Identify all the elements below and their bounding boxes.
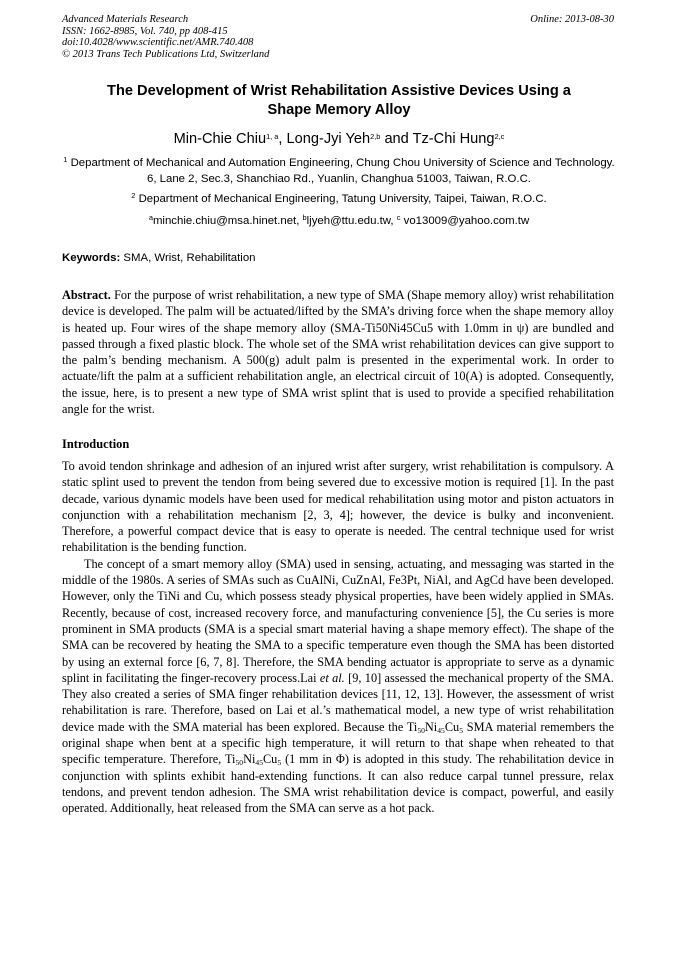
paper-title (62, 82, 616, 120)
author-name: Long-Jyi Yeh (286, 131, 371, 147)
paragraph (62, 556, 614, 817)
introduction-body (62, 458, 614, 817)
title-line-2: Shape Memory Alloy (267, 102, 411, 118)
paragraph-text: The concept of a smart memory alloy (SMA) used in sensing, actuating, and messaging was started in the middle of the 1980s. A series of SMAs such as CuAlNi, CuZnAl, Fe3Pt, NiAl, and AgCd have been developed. However, only the TiNi and Cu, which possess steady physical properties, have been widely applied in SMAs. Recently, because of cost, increased recovery force, and manufacturing convenience [5], the Cu series is more prominent in SMA products (SMA is a special smart material having a shape memory effect). The shape of the SMA can be recovered by heating the SMA to a specific temperature even though the SMA has been distorted by using an external force [6, 7, 8]. Therefore, the SMA bending actuator is appropriate to serve as a dynamic splint in facilitating the finger-recovery process.Lai (62, 556, 614, 685)
paragraph: To avoid tendon shrinkage and adhesion of an injured wrist after surgery, wrist rehabilitation is compulsory. A static splint used to prevent the tendon from being severed due to excessive motion is required [1]. In the past decade, various dynamic models have been used for medical rehabilitation using motor and piston actuators in conjunction with a rehabilitation mechanism [2, 3, 4]; however, the device is bulky and inconvenient. Therefore, a powerful compact device that is easy to operate is needed. The central technique used for wrist rehabilitation is the bending function. (62, 459, 614, 555)
online-date: Online: 2013-08-30 (530, 14, 614, 25)
paragraph-text: [9, 10] assessed the mechanical property of the SMA. They also created a series of SMA finger rehabilitation devices [11, 12, 13]. However, the assessment of wrist rehabilitation is rare. Therefore, based on Lai et al.’s mathematical model, a new type of wrist rehabilitation device made with the SMA material has been explored. Because the Ti (62, 670, 615, 734)
author-separator: , (278, 131, 287, 147)
affiliation-mark: 2 (131, 191, 136, 200)
keywords (62, 250, 616, 266)
journal-name: Advanced Materials Research (62, 14, 189, 25)
italic-text: et al. (319, 670, 345, 685)
email-address: ljyeh@ttu.edu.tw, (306, 215, 397, 227)
email-mark: c (396, 213, 401, 222)
abstract-text: For the purpose of wrist rehabilitation, a new type of SMA (Shape memory alloy) wrist rehabilitation device is developed. The palm will be actuated/lifted by the SMA’s driving force when the shape memory alloy is heated up. Four wires of the shape memory alloy (SMA-Ti50Ni45Cu5 with 1.0mm in ψ) are bundled and passed through a fixed plastic block. The whole set of the SMA wrist rehabilitation devices can give support to the palm’s bending mechanism. A 500(g) adult palm is presented in the experimental work. In order to actuate/lift the palm at a sufficient rehabilitation angle, an electrical circuit of 10(A) is adopted. Consequently, the issue, here, is to present a new type of SMA wrist splint that is used to provide a specified rehabilitation angle for the wrist. (62, 288, 615, 417)
subscript: 45 (255, 758, 263, 768)
formula-text: Cu (262, 752, 278, 767)
subscript: 50 (235, 758, 244, 768)
author-name: Min-Chie Chiu (173, 131, 267, 147)
author-list (62, 130, 616, 148)
keywords-text: SMA, Wrist, Rehabilitation (123, 252, 256, 264)
journal-header (62, 14, 269, 60)
formula-text: Cu (444, 719, 460, 734)
paragraph-text: (1 mm in Φ) is adopted in this study. The rehabilitation device in conjunction with splints exhibit hand-extending functions. It can also reduce carpal tunnel pressure, relax tendons, and prevent tendon adhesion. The SMA wrist rehabilitation device is compact, powerful, and easily operated. Additionally, heat released from the SMA can serve as a hot pack. (62, 752, 615, 816)
abstract-label: Abstract. (62, 288, 111, 302)
author-emails (62, 213, 616, 229)
author-name: Tz-Chi Hung (412, 131, 495, 147)
email-mark: b (302, 213, 307, 222)
abstract (62, 287, 614, 417)
email-address: minchie.chiu@msa.hinet.net, (152, 215, 303, 227)
affiliation-text: Department of Mechanical Engineering, Tatung University, Taipei, Taiwan, R.O.C. (138, 193, 547, 205)
subscript: 5 (277, 758, 282, 768)
issn-line: ISSN: 1662-8985, Vol. 740, pp 408-415 (62, 25, 228, 37)
author-affil-mark: 2,c (494, 132, 505, 141)
formula-text: Ni (243, 752, 256, 767)
author-affil-mark: 2,b (370, 132, 381, 141)
affiliation-mark: 1 (63, 155, 68, 164)
author-affil-mark: 1, a (266, 132, 279, 141)
keywords-label: Keywords: (62, 252, 121, 264)
formula-text: Ni (424, 719, 438, 734)
copyright-line: © 2013 Trans Tech Publications Ltd, Switzerland (62, 48, 270, 60)
subscript: 45 (437, 725, 445, 735)
subscript: 50 (417, 725, 425, 735)
doi-line: doi:10.4028/www.scientific.net/AMR.740.408 (62, 37, 254, 49)
section-heading-introduction: Introduction (62, 437, 130, 451)
email-address: vo13009@yahoo.com.tw (403, 215, 530, 227)
affiliation-text: Department of Mechanical and Automation Engineering, Chung Chou University of Science and Technology. 6, Lane 2, Sec.3, Shanchiao Rd., Yuanlin, Changhua 51003, Taiwan, R.O.C. (70, 157, 615, 186)
email-mark: a (148, 213, 153, 222)
affiliation-1 (62, 155, 616, 187)
author-separator: and (380, 131, 413, 147)
title-line-1: The Development of Wrist Rehabilitation Assistive Devices Using a (107, 83, 571, 99)
subscript: 5 (459, 725, 463, 735)
paragraph-text: SMA material remembers the original shape when bent at a specific high temperature, it will return to that shape when reheated to that specific temperature. Therefore, Ti (62, 719, 614, 767)
affiliation-2 (62, 191, 616, 207)
